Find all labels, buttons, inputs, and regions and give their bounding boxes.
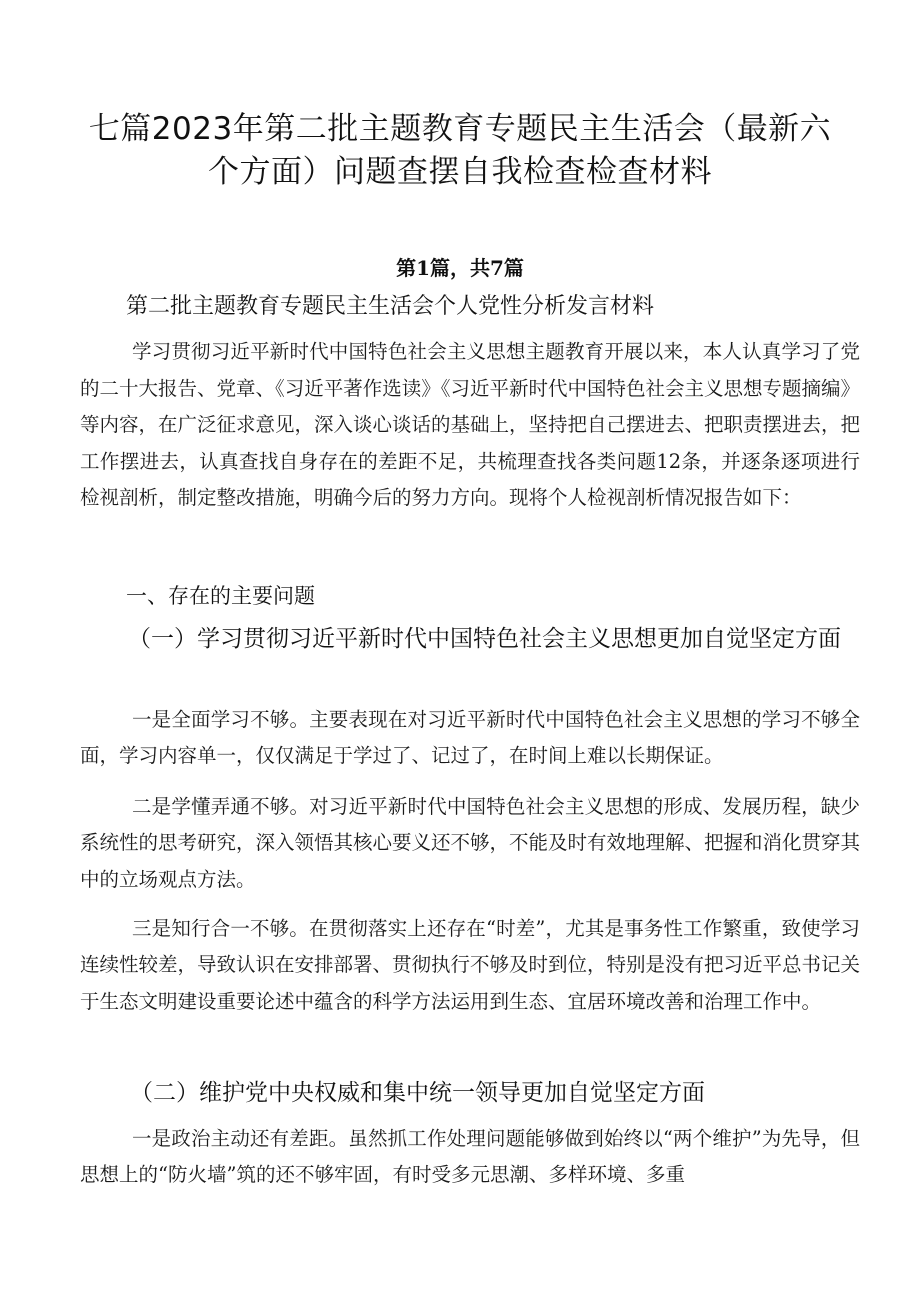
article-counter: 第1篇，共7篇 [396,256,524,280]
paragraph: 一是政治主动还有差距。虽然抓工作处理问题能够做到始终以“两个维护”为先导，但思想上的“防火墙”筑的还不够牢固，有时受多元思潮、多样环境、多重 [80,1127,860,1187]
paragraph: 二是学懂弄通不够。对习近平新时代中国特色社会主义思想的形成、发展历程，缺少系统性的思考研究，深入领悟其核心要义还不够，不能及时有效地理解、把握和消化贯穿其中的立场观点方法。 [80,795,861,891]
paragraph: 三是知行合一不够。在贯彻落实上还存在“时差”，尤其是事务性工作繁重，致使学习连续性较差，导致认识在安排部署、贯彻执行不够及时到位，特别是没有把习近平总书记关于生态文明建设重要论述中蕴含的科学方法运用到生态、宜居环境改善和治理工作中。 [80,917,861,1013]
document-title-line-2: 个方面）问题查摆自我检查检查材料 [208,154,712,190]
paragraph: 一是全面学习不够。主要表现在对习近平新时代中国特色社会主义思想的学习不够全面，学习内容单一，仅仅满足于学过了、记过了，在时间上难以长期保证。 [80,708,860,768]
section-heading: 一、存在的主要问题 [126,584,315,608]
intro-paragraph: 学习贯彻习近平新时代中国特色社会主义思想主题教育开展以来，本人认真学习了党的二十大报告、党章、《习近平著作选读》《习近平新时代中国特色社会主义思想专题摘编》等内容，在广泛征求意见，深入谈心谈话的基础上，坚持把自己摆进去、把职责摆进去，把工作摆进去，认真查找自身存在的差距不足，共梳理查找各类问题12条，并逐条逐项进行检视剖析，制定整改措施，明确今后的努力方向。现将个人检视剖析情况报告如下： [80,340,861,510]
article-title: 第二批主题教育专题民主生活会个人党性分析发言材料 [126,294,655,319]
subsection-2-heading: （二）维护党中央权威和集中统一领导更加自觉坚定方面 [130,1080,705,1106]
document-title-line-1: 七篇2023年第二批主题教育专题民主生活会（最新六 [88,111,832,147]
subsection-1-heading: （一）学习贯彻习近平新时代中国特色社会主义思想更加自觉坚定方面 [128,626,841,652]
